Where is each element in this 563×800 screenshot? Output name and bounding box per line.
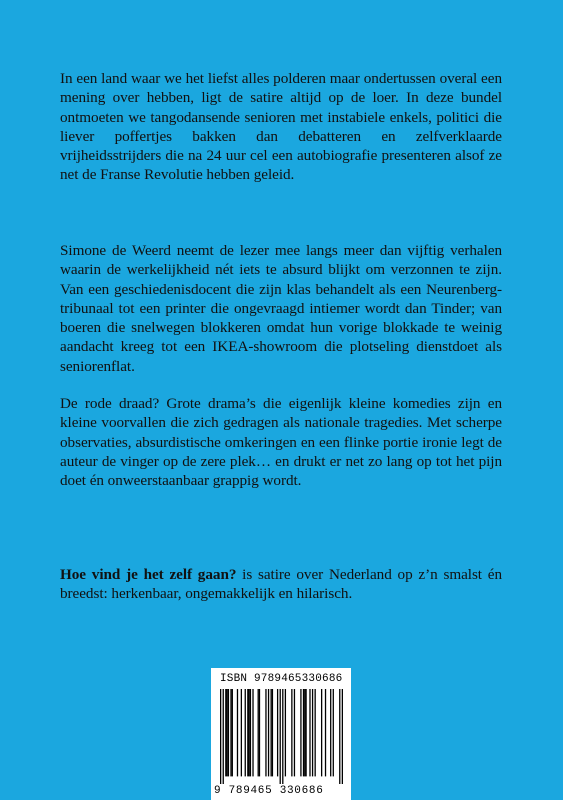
barcode-bar [325,689,326,776]
isbn-label: ISBN 9789465330686 [220,673,343,685]
barcode-bar [245,689,246,776]
barcode-bar [304,689,305,776]
barcode-bar [291,689,292,776]
barcode-bar [247,689,248,776]
barcode-bar [330,689,331,776]
barcode-bar [303,689,304,776]
barcode-bar [237,689,238,776]
barcode-bar [228,689,229,776]
barcode-bar [250,689,251,776]
barcode-bar [321,689,322,776]
barcode-bar [265,689,266,776]
barcode-bar [333,689,334,776]
barcode-bar [232,689,233,776]
blurb-paragraph-2: Simone de Weerd neemt de lezer mee langs meer dan vijftig verhalen waarin de werkelijkheid nét iets te absurd blijkt om verzonnen te zijn. Van een geschiedenisdocent die zijn klas behandelt als een Neurenberg-tribunaal tot een printer die ongevraagd intiemer wordt dan Tinder; van boeren die snelwegen blokkeren omdat hun vorige blokkade te weinig aandacht kreeg tot een IKEA-showroom die plotseling dienstdoet als seniorenflat. [60,242,502,375]
barcode-digits: 9 789465 330686 [214,785,324,797]
barcode-bar [285,689,286,776]
barcode-bar [277,689,278,776]
barcode-bar [223,689,224,784]
barcode-bar [230,689,231,776]
barcode-bar [315,689,316,776]
barcode-bar [305,689,306,776]
barcode-bar [300,689,301,776]
barcode-bar [312,689,313,776]
barcode-bar [226,689,227,776]
barcode-bar [252,689,253,776]
barcode-bar [248,689,249,776]
barcode-bar [258,689,259,776]
barcode-bar [225,689,226,776]
barcode-bars [220,689,343,784]
blurb-closing-paragraph [60,565,502,604]
barcode-bar [270,689,271,776]
barcode-bar [280,689,281,784]
blurb-paragraph-3: De rode draad? Grote drama’s die eigenlijk kleine komedies zijn en kleine voorvallen die zich gedragen als nationale tragedies. Met scherpe observaties, absurdistische omkeringen en een flinke portie ironie legt de auteur de vinger op de zere plek… en drukt er net zo lang op tot het pijn doet én onweerstaanbaar grappig wordt. [60,395,502,490]
barcode-bar [241,689,242,776]
barcode-bar [309,689,310,776]
barcode-bar [342,689,343,784]
barcode-label [211,668,351,800]
barcode-bar [294,689,295,776]
barcode-bar [339,689,340,784]
blurb-paragraph-1: In een land waar we het liefst alles polderen maar ondertussen overal een mening over hebben, ligt de satire altijd op de loer. In deze bundel ontmoeten we tangodansende senioren met instabiele enkels, politici die liever poffertjes bakken dan debatteren en zelfverklaarde vrijheidsstrijders die na 24 uur cel een autobiografie presenteren alsof ze net de Franse Revolutie hebben geleid. [60,70,502,184]
barcode-bar [272,689,273,776]
barcode-bar [220,689,221,784]
barcode-bar [259,689,260,776]
barcode-bar [282,689,283,784]
barcode-bar [268,689,269,776]
closing-text: is satire over Nederland op z’n smalst én breedst: herkenbaar, ongemakkelijk en hilarisch. [60,566,502,603]
book-title: Hoe vind je het zelf gaan? [60,566,237,583]
